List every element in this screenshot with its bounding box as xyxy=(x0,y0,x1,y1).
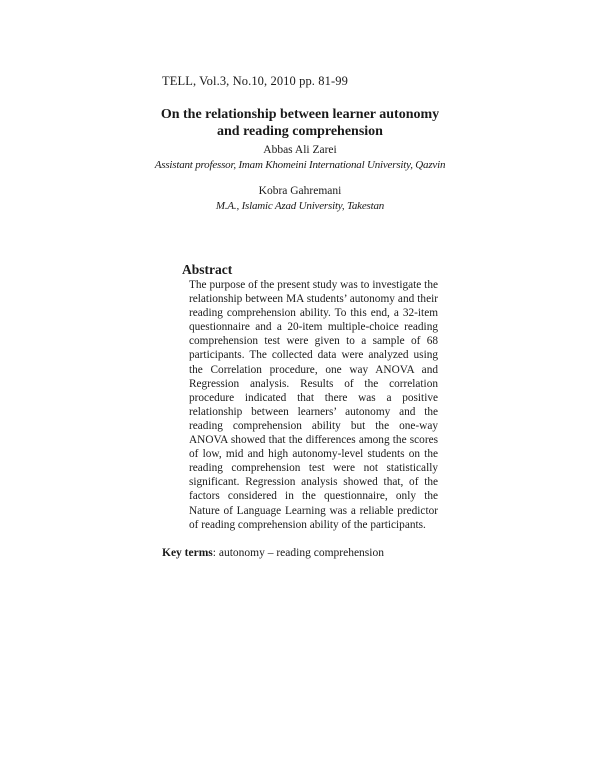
author-name: Kobra Gahremani xyxy=(258,185,342,197)
paper-title-line-2: and reading comprehension xyxy=(217,124,383,139)
key-terms xyxy=(162,547,384,559)
journal-reference: TELL, Vol.3, No.10, 2010 pp. 81-99 xyxy=(162,74,348,88)
abstract-text: The purpose of the present study was to investigate the relationship between MA students’ autonomy and their reading comprehension ability. To this end, a 32-item questionnaire and a 20-item multiple-choice reading comprehension test were given to a sample of 68 participants. The collected data were analyzed using the Correlation procedure, one way ANOVA and Regression analysis. Results of the correlation procedure indicated that there was a positive relationship between learners’ autonomy and the reading comprehension ability but the one-way ANOVA showed that the differences among the scores of low, mid and high autonomy-level students on the reading comprehension test were not statistically significant. Regression analysis showed that, of the factors considered in the questionnaire, only the Nature of Language Learning was a reliable predictor of reading comprehension ability of the participants. xyxy=(189,279,438,531)
key-terms-separator: : xyxy=(212,547,219,559)
key-terms-value: autonomy – reading comprehension xyxy=(218,547,384,559)
author-block-2 xyxy=(100,184,500,214)
author-affiliation: Assistant professor, Imam Khomeini International University, Qazvin xyxy=(154,159,446,171)
author-affiliation: M.A., Islamic Azad University, Takestan xyxy=(215,200,385,212)
author-name: Abbas Ali Zarei xyxy=(263,144,337,156)
abstract-heading: Abstract xyxy=(182,262,233,277)
paper-title xyxy=(120,106,480,140)
key-terms-label: Key terms xyxy=(162,547,213,559)
paper-title-line-1: On the relationship between learner autonomy xyxy=(160,107,440,122)
author-block-1 xyxy=(100,143,500,173)
